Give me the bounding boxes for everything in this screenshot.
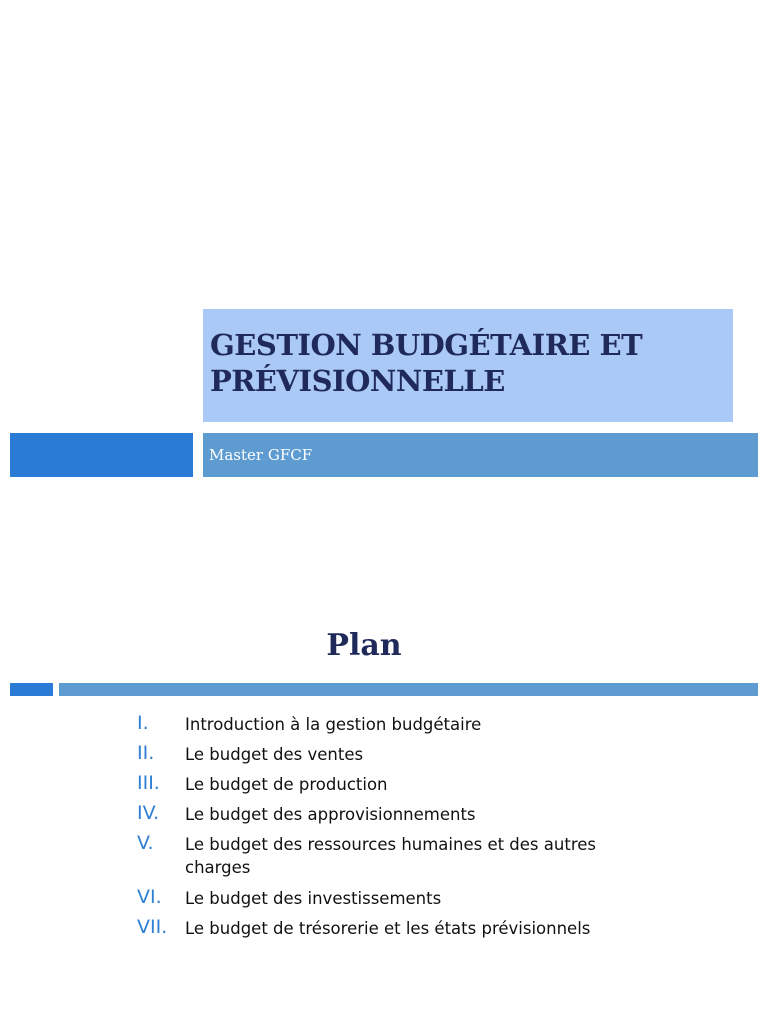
plan-item-number: V. [137, 832, 154, 854]
plan-item-number: III. [137, 772, 160, 794]
plan-accent-bar-right [59, 683, 758, 696]
plan-item-number: VII. [137, 916, 168, 938]
plan-accent-bar-left [10, 683, 53, 696]
plan-item-label: Introduction à la gestion budgétaire [185, 715, 482, 734]
plan-item [0, 914, 768, 944]
plan-list [0, 710, 768, 944]
plan-item [0, 770, 768, 800]
plan-item-label: Le budget de production [185, 775, 388, 794]
plan-item-label: Le budget de trésorerie et les états prévisionnels [185, 919, 591, 938]
plan-item-label: Le budget des investissements [185, 889, 442, 908]
plan-item-number: IV. [137, 802, 160, 824]
plan-item [0, 830, 768, 884]
subtitle-bar [203, 433, 758, 477]
plan-item [0, 740, 768, 770]
plan-title: Plan [326, 628, 402, 663]
slide-title: GESTION BUDGÉTAIRE ET PRÉVISIONNELLE [210, 328, 643, 398]
plan-item-label: Le budget des approvisionnements [185, 805, 476, 824]
slide-subtitle: Master GFCF [209, 446, 313, 464]
title-box [203, 309, 733, 422]
plan-item-number: II. [137, 742, 155, 764]
plan-item [0, 710, 768, 740]
plan-item-label: Le budget des ventes [185, 745, 364, 764]
plan-item-label: Le budget des ressources humaines et des autres charges [185, 835, 596, 877]
plan-item [0, 800, 768, 830]
plan-item-number: VI. [137, 886, 162, 908]
plan-item-number: I. [137, 712, 149, 734]
plan-item [0, 884, 768, 914]
accent-bar-left [10, 433, 193, 477]
